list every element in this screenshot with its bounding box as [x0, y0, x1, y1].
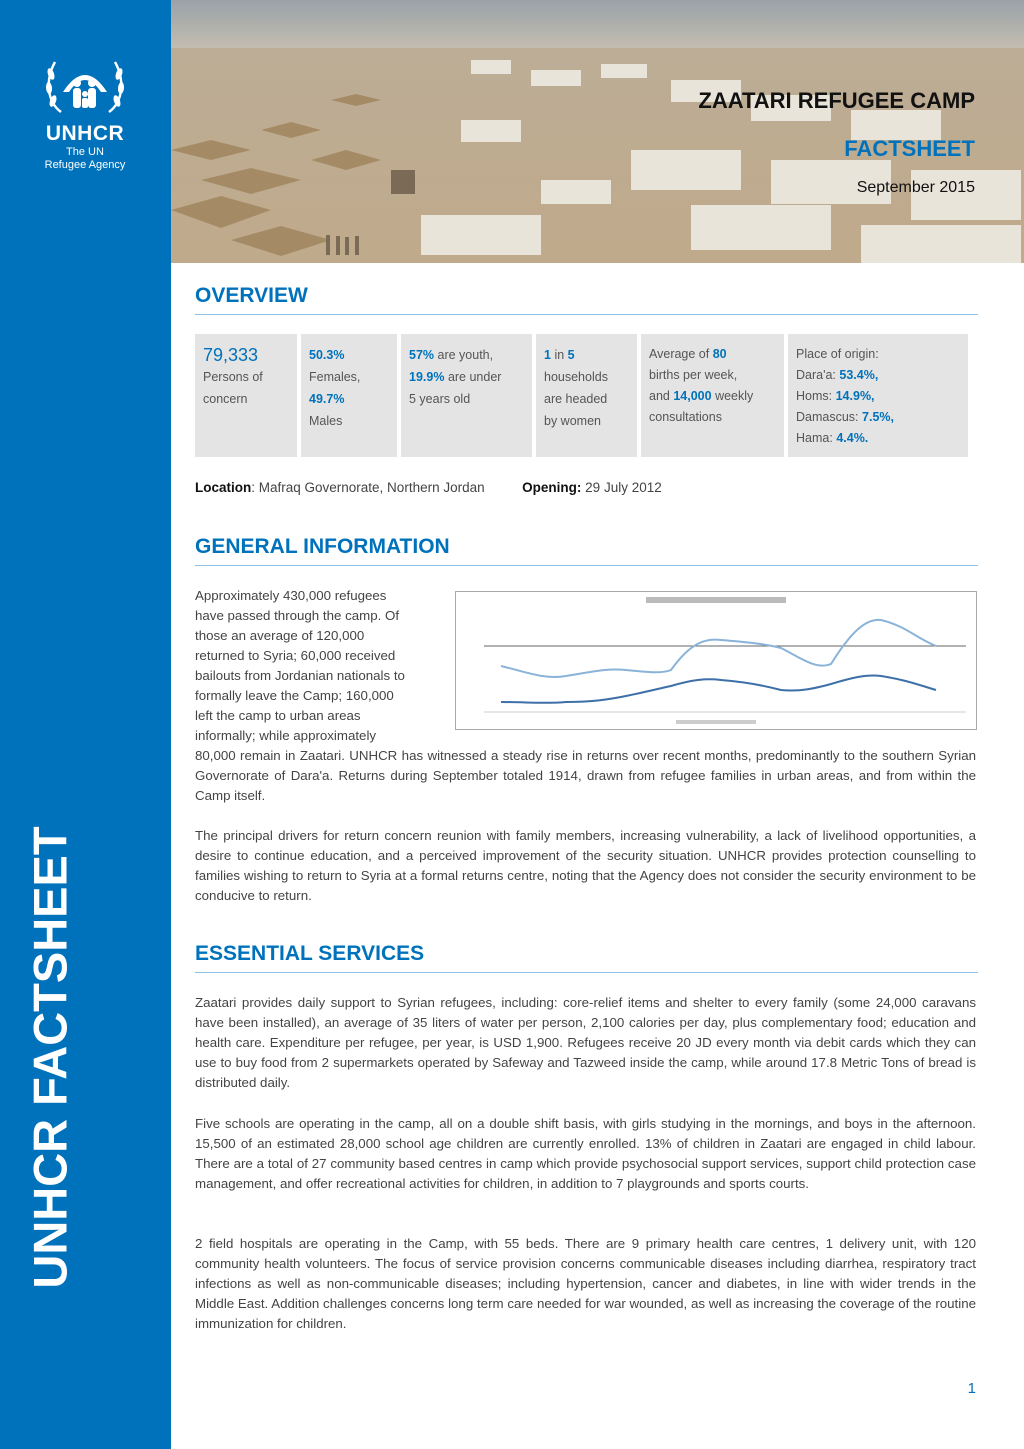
location-label: Location: [195, 480, 252, 495]
general-p1-rest: 80,000 remain in Zaatari. UNHCR has witnessed a steady rise in returns over recent months, predominantly to the southern Syrian Governorate of Dara'a. Returns during September totaled 1914, drawn from refugee families in urban areas, and from within the Camp itself.: [195, 748, 976, 803]
persons-label-1: Persons of: [203, 370, 263, 384]
origin-name: Hama:: [796, 431, 833, 445]
hh-label-3: by women: [544, 414, 601, 428]
chart-series-line-1: [501, 620, 936, 677]
camp-title: ZAATARI REFUGEE CAMP: [698, 88, 975, 113]
hh-value-a: 1: [544, 348, 551, 362]
under5-label-b: 5 years old: [409, 392, 471, 406]
sidebar: [0, 0, 171, 1449]
consult-value: 14,000: [673, 389, 712, 403]
origin-name: Homs:: [796, 389, 833, 403]
overview-rule: [195, 314, 978, 315]
chart-title-placeholder: [646, 597, 786, 603]
origin-row: [796, 428, 960, 449]
youth-value: 57%: [409, 348, 435, 362]
stat-households: [536, 334, 637, 457]
text-line: left the camp to urban areas: [195, 708, 361, 723]
logo-wordmark: UNHCR: [45, 122, 125, 145]
consult-label-b: consultations: [649, 410, 722, 424]
males-label: Males: [309, 414, 343, 428]
hh-label-2: are headed: [544, 392, 608, 406]
text-line: Approximately 430,000 refugees: [195, 588, 387, 603]
origin-label: Place of origin:: [796, 347, 879, 361]
laurel-family-icon: [43, 52, 127, 118]
hh-value-b: 5: [567, 348, 575, 362]
hh-label-1: households: [544, 370, 608, 384]
persons-label-2: concern: [203, 392, 248, 406]
logo-sub-2: Refugee Agency: [44, 159, 126, 171]
logo-sub-1: The UN: [66, 146, 104, 158]
males-value: 49.7%: [309, 392, 345, 406]
camp-photo: [171, 0, 1024, 263]
origin-name: Damascus:: [796, 410, 859, 424]
origin-value: 7.5%,: [862, 410, 894, 424]
hh-in: in: [554, 348, 565, 362]
general-p1-wrapped: [195, 586, 439, 746]
under5-value: 19.9%: [409, 370, 445, 384]
origin-value: 53.4%,: [839, 368, 879, 382]
origin-row: [796, 386, 960, 407]
location-value: : Mafraq Governorate, Northern Jordan: [251, 480, 485, 495]
essential-rule: [195, 972, 978, 973]
text-line: those an average of 120,000: [195, 628, 365, 643]
stat-persons: [195, 334, 297, 457]
general-rule: [195, 565, 978, 566]
essential-p2: Five schools are operating in the camp, all on a double shift basis, with girls studying in the mornings, and boys in the afternoon. 15,500 of an estimated 28,000 school age children are currently enrolled. 13% of children in Zaatari are engaged in child labour. There are a total of 27 community based centres in camp which provide psychosocial support services, support child protection case management, and offer recreational activities for children, in addition to 7 playgrounds and sports courts.: [195, 1116, 976, 1191]
under5-label-a: are under: [447, 370, 502, 384]
text-line: bailouts from Jordanian nationals to: [195, 668, 405, 683]
births-pre: Average of: [649, 347, 710, 361]
text-line: formally leave the Camp; 160,000: [195, 688, 394, 703]
consult-label-a: weekly: [715, 389, 754, 403]
origin-row: [796, 407, 960, 428]
location-opening-line: [195, 480, 662, 495]
text-line: informally; while approximately: [195, 728, 377, 743]
origin-value: 14.9%,: [835, 389, 875, 403]
factsheet-subtitle: FACTSHEET: [844, 136, 975, 161]
text-line: have passed through the camp. Of: [195, 608, 400, 623]
stat-age: [401, 334, 532, 457]
chart-legend-placeholder: [676, 720, 756, 724]
origin-row: [796, 365, 960, 386]
text-line: returned to Syria; 60,000 received: [195, 648, 396, 663]
essential-p3: 2 field hospitals are operating in the Camp, with 55 beds. There are 9 primary health care centres, 1 delivery unit, with 120 community health volunteers. The focus of service provision concerns communicable diseases including diarrhea, respiratory tract infections as well as non-communicable diseases; including hypertension, cancer and diabetes, in line with wider trends in the Middle East. Addition challenges concerns long term care needed for war wounded, as well as increasing the coverage of the routine immunization for children.: [195, 1236, 976, 1331]
chart-series-line-2: [501, 675, 936, 702]
general-p2: The principal drivers for return concern reunion with family members, increasing vulnerability, a lack of livelihood opportunities, a desire to continue education, and a perceived improvement of the security situation. UNHCR provides protection counselling to families wishing to return to Syria at a formal returns centre, noting that the Agency does not consider the security environment to be conducive to return.: [195, 828, 976, 903]
overview-heading: OVERVIEW: [195, 284, 308, 307]
births-value: 80: [712, 347, 727, 361]
origin-name: Dara'a:: [796, 368, 836, 382]
general-heading: GENERAL INFORMATION: [195, 535, 450, 558]
vertical-title: UNHCR FACTSHEET: [23, 826, 77, 1289]
essential-heading: ESSENTIAL SERVICES: [195, 942, 425, 965]
opening-label: Opening:: [522, 480, 582, 495]
females-label: Females,: [309, 370, 361, 384]
origin-value: 4.4%.: [836, 431, 869, 445]
hero-banner: [171, 0, 1024, 263]
persons-value: 79,333: [203, 345, 259, 365]
returns-chart-graphic: [456, 592, 976, 729]
page-number: 1: [967, 1380, 976, 1397]
females-value: 50.3%: [309, 348, 345, 362]
stat-origin: [788, 334, 968, 457]
unhcr-logo: [30, 52, 140, 172]
stat-gender: [301, 334, 397, 457]
essential-p1: Zaatari provides daily support to Syrian refugees, including: core-relief items and shelter to every family (some 24,000 caravans have been installed), an average of 35 liters of water per person, 2,100 calories per day, plus complementary food; education and health care. Expenditure per refugee, per year, is USD 1,900. Refugees receive 20 JD every month via debit cards which they can use to buy food from 2 supermarkets operated by Safeway and Tazweed inside the camp, while around 17.8 Metric Tons of bread is distributed daily.: [195, 995, 976, 1090]
opening-value: 29 July 2012: [585, 480, 662, 495]
factsheet-date: September 2015: [856, 179, 975, 196]
overview-stats: [195, 334, 976, 457]
consult-pre: and: [649, 389, 670, 403]
stat-health: [641, 334, 784, 457]
returns-chart-image: [455, 591, 977, 730]
births-label: births per week,: [649, 368, 738, 382]
youth-label: are youth,: [437, 348, 494, 362]
